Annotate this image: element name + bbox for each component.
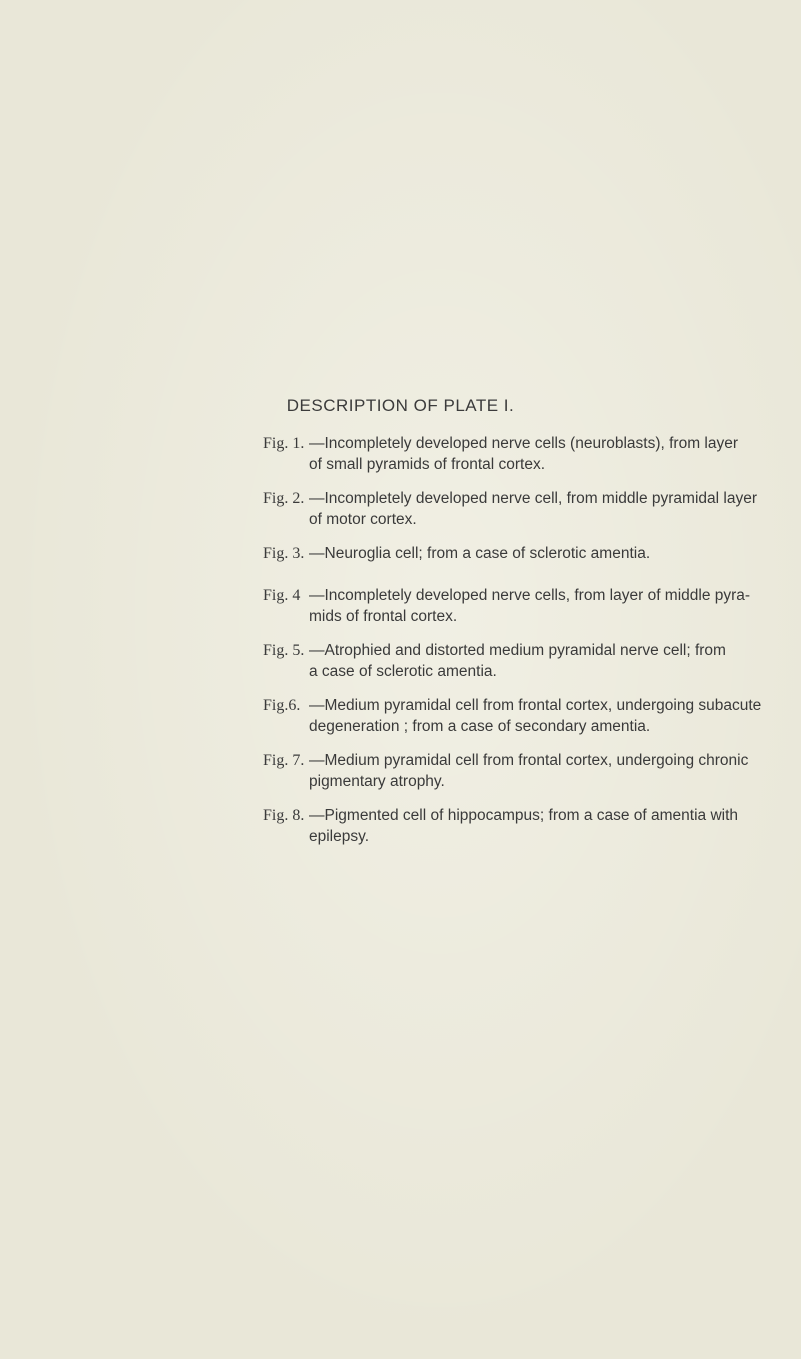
figure-entry-6 bbox=[263, 696, 762, 736]
figure-label: Fig. 4 bbox=[263, 587, 301, 604]
figure-entry-8 bbox=[263, 806, 739, 846]
figure-label: Fig. 3. bbox=[263, 545, 305, 562]
figure-entry-1 bbox=[263, 434, 739, 474]
figure-list bbox=[263, 434, 762, 861]
figure-caption-line1: —Medium pyramidal cell from frontal cortex, undergoing subacute bbox=[309, 697, 762, 714]
figure-caption-line1: —Medium pyramidal cell from frontal cortex, undergoing chronic bbox=[309, 752, 749, 769]
figure-entry-5 bbox=[263, 641, 733, 681]
figure-entry-4 bbox=[263, 586, 751, 626]
figure-label: Fig. 2. bbox=[263, 490, 305, 507]
figure-caption-line1: —Neuroglia cell; from a case of sclerotic amentia. bbox=[309, 545, 651, 562]
figure-entry-7 bbox=[263, 751, 749, 791]
figure-caption-line1: —Pigmented cell of hippocampus; from a case of amentia with bbox=[309, 807, 739, 824]
figure-label: Fig. 8. bbox=[263, 807, 305, 824]
figure-entry-2 bbox=[263, 489, 757, 529]
figure-entry-3 bbox=[263, 544, 733, 564]
figure-caption-line2: of small pyramids of frontal cortex. bbox=[309, 456, 546, 473]
figure-caption-line1: —Incompletely developed nerve cells, from layer of middle pyra- bbox=[309, 587, 751, 604]
figure-caption-line1: —Incompletely developed nerve cell, from middle pyramidal layer bbox=[309, 490, 757, 507]
figure-label: Fig. 5. bbox=[263, 642, 305, 659]
figure-caption-line1: —Atrophied and distorted medium pyramidal nerve cell; from bbox=[309, 642, 726, 659]
figure-caption-line2: epilepsy. bbox=[309, 828, 370, 845]
figure-caption-line2: pigmentary atrophy. bbox=[309, 773, 445, 790]
figure-caption-line2: of motor cortex. bbox=[309, 511, 417, 528]
figure-caption-line1: —Incompletely developed nerve cells (neuroblasts), from layer bbox=[309, 435, 739, 452]
figure-caption-line2: a case of sclerotic amentia. bbox=[309, 663, 497, 680]
figure-caption-line2: mids of frontal cortex. bbox=[309, 608, 458, 625]
page-title: DESCRIPTION OF PLATE I. bbox=[286, 396, 515, 415]
figure-label: Fig. 7. bbox=[263, 752, 305, 769]
figure-caption-line2: degeneration ; from a case of secondary amentia. bbox=[309, 718, 651, 735]
figure-label: Fig.6. bbox=[263, 697, 301, 714]
figure-label: Fig. 1. bbox=[263, 435, 305, 452]
